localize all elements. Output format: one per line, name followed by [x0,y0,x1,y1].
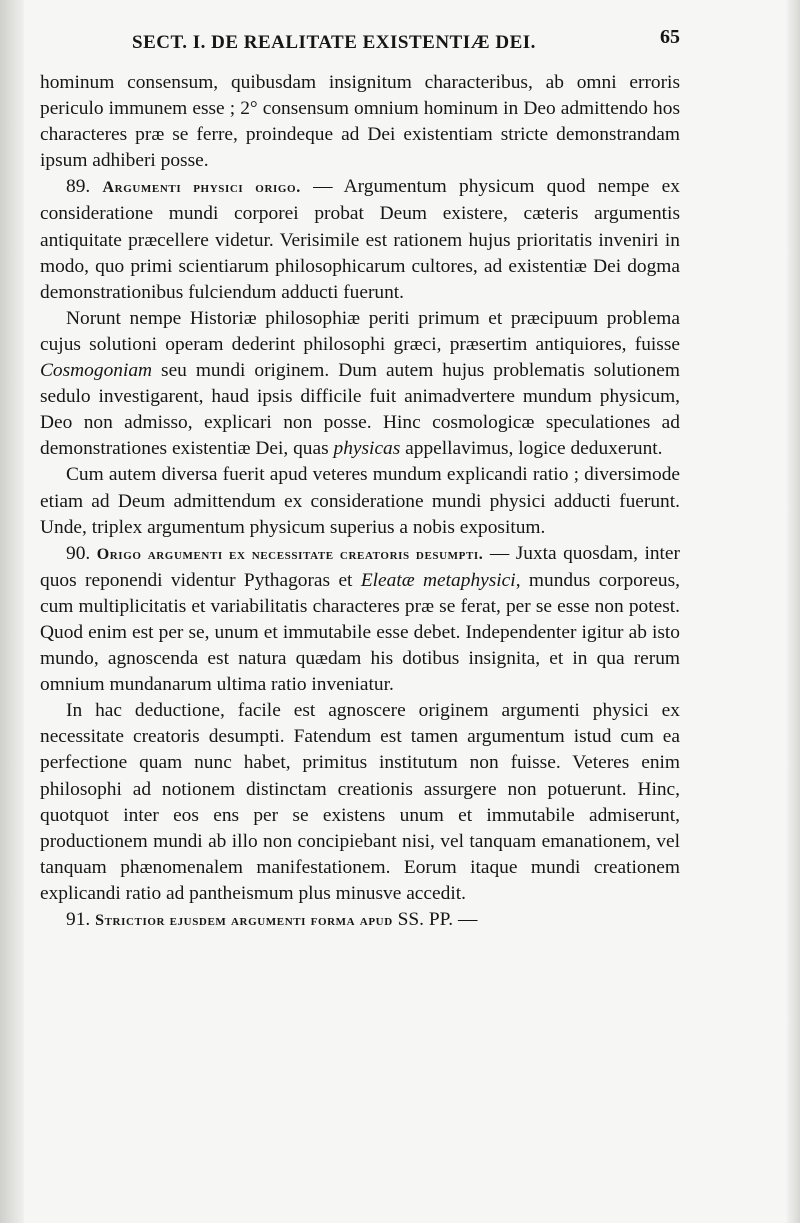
section-number: 91. [66,909,91,930]
paragraph-continuation: hominum consensum, quibusdam insignitum characteribus, ab omni erroris periculo immunem esse ; 2° consensum omnium hominum in Deo admittendo hos characteres præ se ferre, proindeque ad Dei existentiam stricte demonstrandam ipsum adhiberi posse. [40,72,680,172]
section-90-paragraph [40,541,680,699]
heading-dash: — [483,542,516,564]
section-heading: Argumenti physici origo. [102,179,301,197]
paragraph-norunt [40,306,680,463]
paragraph-text: Juxta quosdam, inter quos reponendi videntur Pythagoras et [40,542,680,591]
section-number: 90. [66,542,91,564]
italic-term: Eleatæ metaphysici [360,569,516,591]
paragraph-text: Norunt nempe Historiæ philosophiæ periti primum et præcipuum problema cujus solutioni operam dederint philosophi græci, præsertim antiquiores, fuisse [40,307,680,355]
section-91-paragraph [40,907,680,934]
paragraph-in-hac: In hac deductione, facile est agnoscere originem argumenti physici ex necessitate creatoris desumpti. Fatendum est tamen argumentum istud cum ea perfectione quam nunc habet, primitus institutum non fuisse. Veteres enim philosophi ad notionem distinctam creationis assurgere non potuerunt. Hinc, quotquot inter eos ens per se existens unum et immutabile admiserunt, productionem mundi ab illo non concipiebant nisi, vel tanquam emanationem, vel tanquam phænomenalem manifestationem. Eorum itaque mundi creationem explicandi ratio ad pantheismum plus minusve accedit. [40,700,680,904]
paragraph-text: seu mundi originem. Dum autem hujus problematis solutionem sedulo investigarent, haud ipsis difficile fuit animadvertere mundum physicum, Deo non admisso, explicari non posse. Hinc cosmologicæ speculationes ad demonstrationes existentiæ Dei, quas [40,360,680,460]
page-header [40,24,680,54]
body-text [40,70,680,934]
paragraph-text: Argumentum physicum quod nempe ex consideratione mundi corporei probat Deum existere, cæteris argumentis antiquitate præcellere videtur. Verisimile est rationem hujus prioritatis inveniri in modo, quo primi scientiarum philosophicarum cultores, ad existentiæ Dei dogma demonstrationibus fulciendum adducti fuerunt. [40,176,680,303]
section-89-paragraph [40,174,680,305]
italic-term: physicas [333,438,401,460]
page-number: 65 [660,26,680,48]
section-heading: Origo argumenti ex necessitate creatoris desumpti. [96,545,484,563]
section-number: 89. [66,176,91,198]
heading-dash: — [300,176,344,198]
section-heading: Strictior ejusdem argumenti forma apud [95,912,393,929]
paragraph-text: , mundus corporeus, cum multiplicitatis et variabilitatis characteres præ se ferat, per se esse non potest. Quod enim est per se, unum et immutabile esse debet. Independenter igitur ab isto mundo, agnoscenda est natura quædam his dotibus insignita, et in qua rerum omnium mundanarum ultima ratio inveniatur. [40,569,680,696]
page-gutter-shadow [0,0,24,1223]
page-edge-shadow [786,0,800,1223]
heading-tail: SS. PP. — [392,909,478,930]
paragraph-text: appellavimus, logice deduxerunt. [400,438,663,460]
running-head: SECT. I. DE REALITATE EXISTENTIÆ DEI. [132,32,536,53]
paragraph-cum-autem: Cum autem diversa fuerit apud veteres mundum explicandi ratio ; diversimode etiam ad Deum admittendum ex consideratione mundi physici adducti fuerunt. Unde, triplex argumentum physicum superius a nobis expositum. [40,464,680,538]
italic-term: Cosmogoniam [40,360,153,382]
